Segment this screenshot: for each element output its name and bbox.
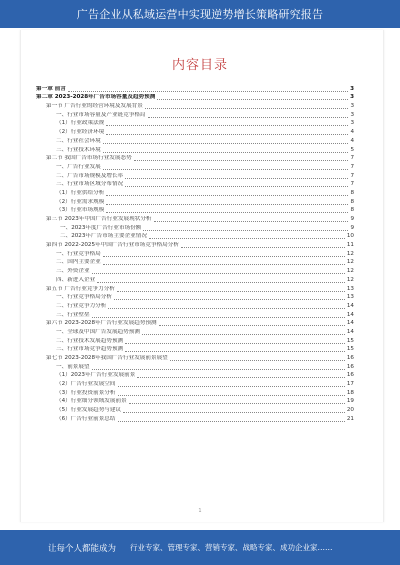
toc-entry[interactable] [36,379,354,388]
toc-entry-page: 13 [346,285,354,292]
header-banner [0,0,400,28]
toc-leader-dots [117,291,345,292]
toc-entry-page: 16 [346,363,354,370]
toc-entry-page: 14 [346,311,354,318]
toc-entry-label: 第二章 2023-2028年广告市场容量及趋势预测 [36,94,156,101]
toc-leader-dots [106,204,348,205]
toc-entry-label: 二、行业社会环境 [56,137,101,144]
toc-leader-dots [129,403,345,404]
toc-leader-dots [125,343,345,344]
toc-leader-dots [97,282,345,283]
toc-leader-dots [103,169,349,170]
toc-entry-page: 14 [346,320,354,327]
toc-entry[interactable] [36,275,354,284]
toc-leader-dots [125,186,348,187]
toc-entry-label: （5）行业发展趋势与建议 [56,407,122,414]
toc-leader-dots [118,386,345,387]
toc-entry[interactable] [36,84,354,93]
toc-entry[interactable] [36,101,354,110]
footer-tagline: 行业专家、管理专家、营销专家、战略专家、成功企业家…… [130,543,333,552]
toc-entry-label: 三、行业市场竞争趋势预测 [56,346,124,353]
toc-leader-dots [103,143,349,144]
toc-entry-label: （1）2023年广告行业发展前景 [56,372,136,379]
toc-entry-page: 20 [346,407,354,414]
toc-entry-page: 14 [346,328,354,335]
toc-entry-label: （1）行业供给分析 [56,189,105,196]
toc-entry-page: 16 [346,355,354,361]
toc-entry-label: 一、行业竞争格局分析 [56,294,112,301]
toc-entry-label: 一、行业市场容量及产业链竞争格局 [56,111,146,118]
toc-entry[interactable] [36,353,354,362]
toc-leader-dots [123,412,345,413]
toc-entry-label: （2）广告行业发展空间 [56,381,116,388]
toc-entry-page: 3 [350,111,354,118]
toc-entry-page: 8 [350,189,354,196]
toc-leader-dots [143,230,348,231]
toc-entry[interactable] [36,293,354,302]
toc-entry[interactable] [36,319,354,328]
toc-entry-label: 第一节 广告行业的经营环境及发展背景 [46,103,143,110]
footer-slogan: 让每个人都能成为 [48,543,117,554]
toc-leader-dots [108,308,345,309]
toc-leader-dots [134,160,349,161]
toc-entry[interactable] [36,162,354,171]
toc-entry-page: 5 [350,146,354,153]
toc-entry-label: 二、国内主要企业 [56,259,101,266]
toc-entry-page: 7 [350,155,354,162]
toc-entry-page: 21 [346,415,354,422]
toc-entry[interactable] [36,258,354,267]
toc-entry-label: 第四节 2022-2025年中国广告行业市场竞争格局分析 [46,242,179,249]
toc-entry-label: 一、前景展望 [56,363,90,370]
toc-entry-page: 9 [350,216,354,222]
toc-entry[interactable] [36,240,354,249]
toc-entry[interactable] [36,405,354,414]
toc-entry[interactable] [36,301,354,310]
toc-entry[interactable] [36,266,354,275]
toc-entry-label: 二、2023年广告市场主要企业情况 [60,233,147,240]
toc-entry-label: 第五节 广告行业竞争力分析 [46,285,115,292]
toc-entry-label: 一、广告行业发展 [56,163,101,170]
toc-entry-label: 第二节 我国广告市场行业发展态势 [46,155,132,162]
toc-entry-page: 19 [346,398,354,405]
toc-entry[interactable] [36,136,354,145]
toc-entry-page: 12 [346,250,354,257]
toc-entry[interactable] [36,414,354,423]
toc-leader-dots [103,152,349,153]
toc-entry[interactable] [36,310,354,319]
toc-leader-dots [137,377,345,378]
toc-leader-dots [103,256,345,257]
toc-leader-dots [118,421,345,422]
toc-heading: 内容目录 [171,58,228,73]
toc-entry[interactable] [36,388,354,397]
report-title: 广告企业从私域运营中实现逆势增长策略研究报告 [76,8,324,21]
toc-entry-label: 第七节 2023-2028年我国广告行业发展前景展望 [46,355,168,361]
toc-entry-page: 15 [346,337,354,344]
toc-entry-label: （3）行业投资前景分析 [56,389,116,396]
toc-entry[interactable] [36,206,354,215]
toc-entry[interactable] [36,327,354,336]
toc-leader-dots [68,91,348,92]
page-number: 1 [198,508,202,514]
toc-entry-page: 4 [350,129,354,136]
toc-entry[interactable] [36,110,354,119]
toc-leader-dots [106,134,348,135]
toc-entry-label: 第一章 前言 [36,85,66,92]
toc-entry-label: 三、行业市场区域分布情况 [56,181,124,188]
toc-leader-dots [125,351,345,352]
toc-entry[interactable] [36,188,354,197]
toc-entry-page: 3 [350,103,354,110]
toc-entry-label: 二、广告市场规模及增长率 [56,172,124,179]
toc-entry[interactable] [36,362,354,371]
toc-entry[interactable] [36,345,354,354]
toc-entry-page: 14 [346,302,354,309]
toc-entry-page: 18 [346,389,354,396]
toc-entry-page: 16 [346,372,354,379]
toc-entry-page: 12 [346,259,354,266]
toc-leader-dots [148,117,349,118]
toc-entry-label: （4）行业细分领域发展前景 [56,398,127,405]
toc-entry[interactable] [36,397,354,406]
toc-leader-dots [142,334,345,335]
toc-entry-label: 第六节 2023-2028年广告行业发展趋势预测 [46,320,157,327]
toc-entry-page: 3 [350,94,354,101]
table-of-contents [36,84,354,423]
toc-entry[interactable] [36,249,354,258]
toc-entry[interactable] [36,336,354,345]
toc-entry[interactable] [36,232,354,241]
footer-banner [0,530,400,565]
toc-entry-label: 二、行业竞争力分析 [56,302,107,309]
toc-entry-page: 17 [346,381,354,388]
toc-entry[interactable] [36,145,354,154]
toc-entry-label: （6）广告行业前景总结 [56,415,116,422]
toc-leader-dots [157,99,348,100]
toc-entry-label: 三、行业技术环境 [56,146,101,153]
toc-entry-page: 10 [346,233,354,240]
toc-entry[interactable] [36,214,354,223]
toc-leader-dots [106,125,348,126]
toc-leader-dots [92,369,345,370]
toc-entry-label: 一、行业竞争格局 [56,250,101,257]
toc-entry-label: 第三节 2023年中国广告行业发展现状分析 [46,216,152,222]
toc-leader-dots [92,273,345,274]
toc-entry[interactable] [36,284,354,293]
toc-entry-page: 3 [350,120,354,127]
toc-leader-dots [154,221,349,222]
toc-entry-page: 12 [346,276,354,283]
toc-entry[interactable] [36,197,354,206]
toc-entry[interactable] [36,180,354,189]
toc-leader-dots [159,325,345,326]
toc-entry[interactable] [36,371,354,380]
toc-entry-page: 8 [350,198,354,205]
toc-entry-page: 3 [350,85,354,92]
toc-leader-dots [181,247,345,248]
toc-entry[interactable] [36,93,354,102]
toc-leader-dots [114,299,345,300]
toc-leader-dots [170,360,345,361]
toc-entry-page: 12 [346,268,354,275]
toc-leader-dots [106,212,348,213]
toc-entry-page: 9 [350,224,354,231]
toc-entry[interactable] [36,127,354,136]
toc-entry-label: （2）行业需求规模 [56,198,105,205]
toc-entry-label: 一、全球及中国广告发展趋势预测 [56,328,140,335]
toc-leader-dots [103,264,345,265]
toc-entry[interactable] [36,119,354,128]
toc-leader-dots [106,195,348,196]
toc-entry-page: 7 [350,181,354,188]
toc-entry-label: 一、2023年度广告行业市场份额 [60,224,142,231]
toc-entry[interactable] [36,154,354,163]
toc-leader-dots [118,395,345,396]
toc-leader-dots [145,108,349,109]
toc-entry[interactable] [36,223,354,232]
toc-entry-label: 三、行业壁垒 [56,311,90,318]
toc-entry-label: （1）行业政策法规 [56,120,105,127]
toc-leader-dots [125,178,348,179]
toc-leader-dots [92,317,345,318]
toc-entry-page: 11 [346,242,354,249]
toc-entry-label: 四、新进入企业 [56,276,96,283]
toc-entry-label: 三、外资企业 [56,268,90,275]
toc-entry-page: 13 [346,294,354,301]
toc-entry-page: 7 [350,172,354,179]
toc-entry-label: （3）行业市场规模 [56,207,105,214]
toc-entry-label: 二、行业技术发展趋势预测 [56,337,124,344]
toc-entry-page: 7 [350,163,354,170]
toc-entry-label: （2）行业经济环境 [56,129,105,136]
toc-entry-page: 4 [350,137,354,144]
toc-entry[interactable] [36,171,354,180]
toc-entry-page: 15 [346,346,354,353]
toc-leader-dots [149,238,345,239]
toc-entry-page: 8 [350,207,354,214]
